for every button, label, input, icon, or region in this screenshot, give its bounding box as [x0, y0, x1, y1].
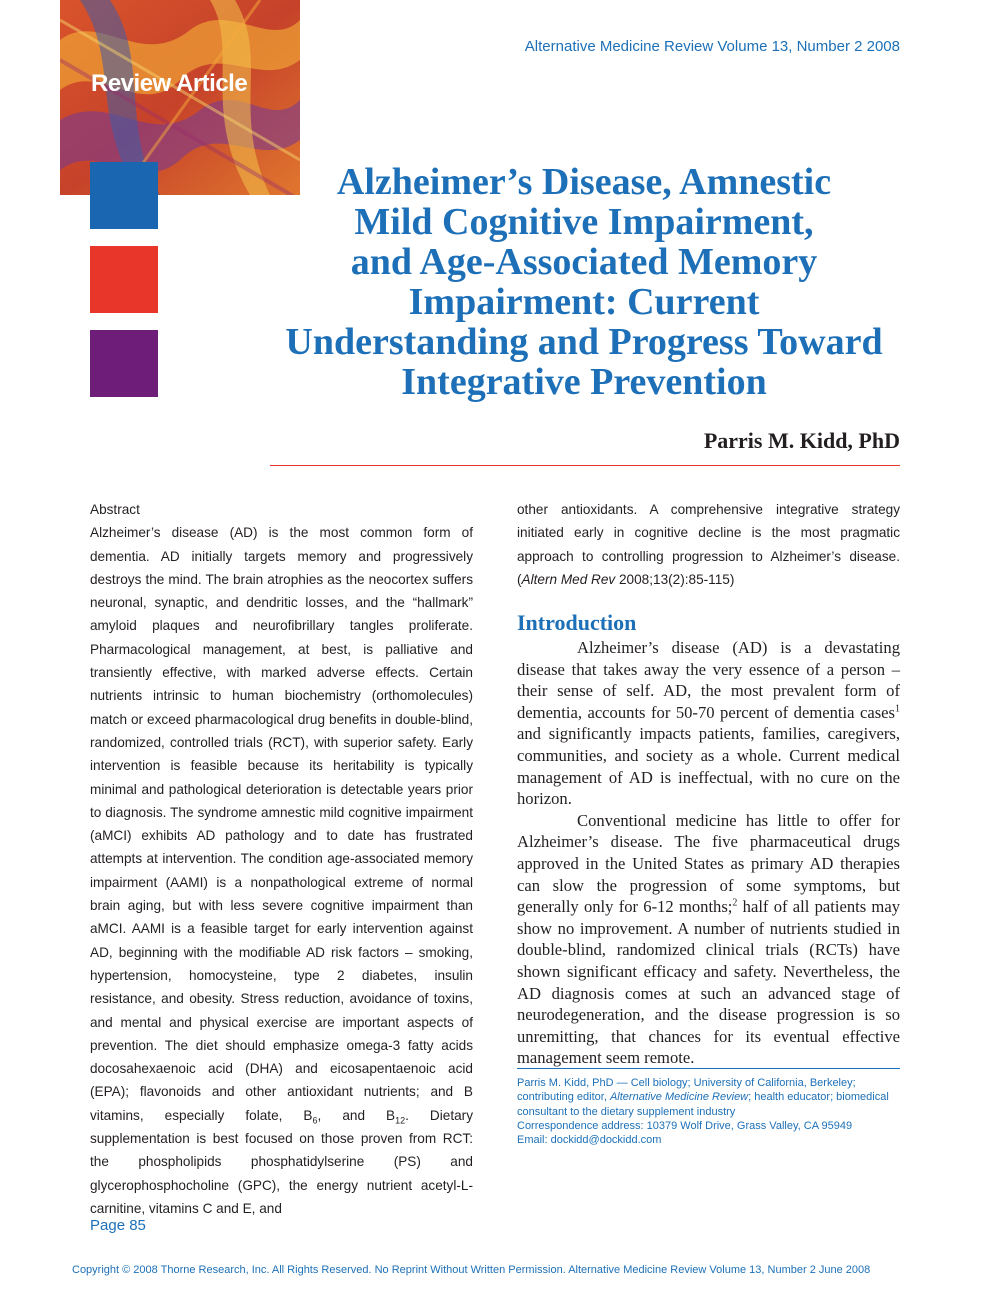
- author-note: [517, 1076, 902, 1147]
- reference-marker: 2: [732, 897, 738, 909]
- paragraph: Alzheimer’s disease (AD) is a devastating disease that takes away the very essence of a person – their sense of self. AD, the most prevalent form of dementia, accounts for 50-70 percent of dementia cases$^1$ and significantly impacts patients, families, caregivers, communities, and society as a whole. Current medical management of AD is ineffectual, with no cure on the horizon.: [517, 638, 900, 809]
- paragraph: Conventional medicine has little to offer for Alzheimer’s disease. The five pharmaceutical drugs approved in the United States as primary AD therapies can slow the progression of some symptoms, but generally only for 6-12 months;$^2$ half of all patients may show no improvement. A number of nutrients studied in double-blind, randomized clinical trials (RCTs) have shown significant efficacy and safety. Nevertheless, the AD diagnosis comes at such an advanced stage of neurodegeneration, and the disease progression is so unremitting, that chances for its eventual effective management seem remote.: [517, 810, 900, 1068]
- title-line: Alzheimer’s Disease, Amnestic: [336, 161, 832, 203]
- author-byline: Parris M. Kidd, PhD: [703, 428, 900, 453]
- author-affiliation: Parris M. Kidd, PhD — Cell biology; University of California, Berkeley; contributing editor, Alternative Medicine Review; health educator; biomedical consultant to the dietary supplement industry: [517, 1077, 889, 1118]
- title-line: Understanding and Progress Toward: [285, 321, 883, 363]
- journal-header: Alternative Medicine Review Volume 13, Number 2 2008: [524, 38, 900, 55]
- decorative-square-purple: [90, 330, 158, 397]
- citation-journal: Altern Med Rev: [521, 571, 616, 587]
- copyright-footer: Copyright © 2008 Thorne Research, Inc. All Rights Reserved. No Reprint Without Written Permission. Alternative Medicine Review Volume 13, Number 2 June 2008: [72, 1264, 871, 1276]
- abstract-heading: Abstract: [90, 502, 140, 517]
- title-line: and Age-Associated Memory: [350, 241, 818, 283]
- title-divider: [270, 465, 900, 466]
- introduction-heading: Introduction: [517, 610, 637, 635]
- author-note-divider: [517, 1068, 900, 1069]
- page-number: Page 85: [90, 1217, 146, 1234]
- introduction-body: [517, 637, 900, 1069]
- abstract-text: Alzheimer’s disease (AD) is the most common form of dementia. AD initially targets memory and progressively destroys the mind. The brain atrophies as the neocortex suffers neuronal, synaptic, and dendritic losses, and the “hallmark” amyloid plaques and neurofibrillary tangles proliferate. Pharmacological management, at best, is palliative and transiently effective, with marked adverse effects. Certain nutrients intrinsic to human biochemistry (orthomolecules) match or exceed pharmacological drug benefits in double-blind, randomized, controlled trials (RCT), with superior safety. Early intervention is feasible because its heritability is typically minimal and pathological deterioration is detectable years prior to diagnosis. The syndrome amnestic mild cognitive impairment (aMCI) exhibits AD pathology and to date has frustrated attempts at intervention. The condition age-associated memory impairment (AAMI) is a nonpathological extreme of normal brain aging, but with less severe cognitive impairment than aMCI. AAMI is a feasible target for early intervention against AD, beginning with the modifiable AD risk factors – smoking, hypertension, homocysteine, type 2 diabetes, insulin resistance, and obesity. Stress reduction, avoidance of toxins, and mental and physical exercise are important aspects of prevention. The diet should emphasize omega-3 fatty acids docosahexaenoic acid (DHA) and eicosapentaenoic acid (EPA); flavonoids and other antioxidant nutrients; and B vitamins, especially folate, $B_6$, and $B_{12}$. Dietary supplementation is best focused on those proven from RCT: the phospholipids phosphatidylserine (PS) and glycerophosphocholine (GPC), the energy nutrient acetyl-L-carnitine, vitamins C and E, and: [90, 525, 473, 1216]
- abstract-section: [90, 498, 473, 1220]
- title-line: Impairment: Current: [408, 281, 760, 323]
- decorative-square-blue: [90, 162, 158, 229]
- title-line: Integrative Prevention: [401, 361, 767, 403]
- decorative-square-red: [90, 246, 158, 313]
- reference-marker: 1: [895, 703, 900, 715]
- abstract-continuation: other antioxidants. A comprehensive integrative strategy initiated early in cognitive decline is the most pragmatic approach to controlling progression to Alzheimer’s disease. (Altern Med Rev 2008;13(2):85-115): [517, 502, 900, 587]
- article-type-label: Review Article: [91, 70, 248, 97]
- article-title: [268, 162, 900, 402]
- correspondence-address: Correspondence address: 10379 Wolf Drive, Grass Valley, CA 95949: [517, 1119, 853, 1132]
- author-email: Email: dockidd@dockidd.com: [517, 1134, 662, 1147]
- title-line: Mild Cognitive Impairment,: [354, 201, 814, 243]
